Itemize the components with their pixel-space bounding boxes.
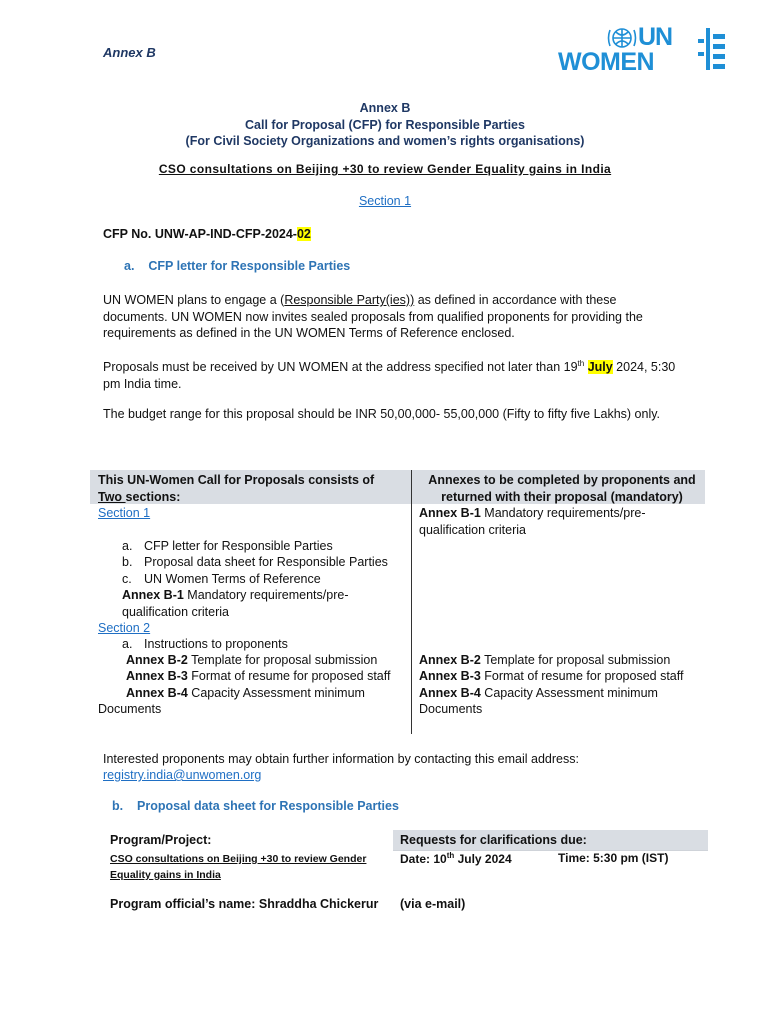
- left-header-text-a: This UN-Women Call for Proposals consists of: [98, 473, 375, 487]
- due-date-sup: th: [446, 851, 455, 860]
- via-email: (via e-mail): [400, 897, 466, 911]
- section-1-link[interactable]: Section 1: [358, 194, 412, 208]
- sections-table-divider: [411, 470, 412, 734]
- p1-text-b: as defined in accordance with these documents. UN WOMEN now invites sealed proposals from qualified proponents for providing the requirements as defined in the UN WOMEN Terms of Reference enclosed.: [103, 293, 643, 340]
- s1-item-a: [122, 538, 333, 555]
- s2-annex-b3-text: Format of resume for proposed staff: [187, 669, 391, 683]
- right-annex-b4-text: Capacity Assessment minimum: [480, 686, 658, 700]
- s1-item-b: [122, 554, 388, 571]
- letter-heading-text: CFP letter for Responsible Parties: [148, 259, 351, 273]
- table-section-2-link[interactable]: Section 2: [98, 621, 151, 635]
- s2-annex-b3: [126, 668, 390, 685]
- datasheet-heading-text: Proposal data sheet for Responsible Parties: [137, 799, 399, 813]
- s2-annex-b4-label: Annex B-4: [126, 686, 188, 700]
- s2-annex-b3-label: Annex B-3: [126, 669, 188, 683]
- right-annex-b1-label: Annex B-1: [419, 506, 481, 520]
- right-annex-b4: [419, 685, 658, 702]
- contact-text: Interested proponents may obtain further information by contacting this email address:: [103, 752, 579, 766]
- s2-item-a-marker: a.: [122, 637, 133, 651]
- logo-text-un: UN: [638, 23, 673, 51]
- s1-annex-b1-text: Mandatory requirements/pre-qualification criteria: [122, 588, 349, 619]
- right-annex-b2-text: Template for proposal submission: [480, 653, 671, 667]
- datasheet-heading: [112, 799, 399, 813]
- title-line-1: Annex B: [359, 101, 411, 115]
- title-line-2: Call for Proposal (CFP) for Responsible Parties: [245, 117, 525, 132]
- s1-item-b-marker: b.: [122, 555, 133, 569]
- p2-text-b: 2024, 5:30 pm India time.: [103, 360, 676, 391]
- datasheet-heading-marker: b.: [112, 799, 124, 813]
- right-annex-b1-text: Mandatory requirements/pre-qualification criteria: [419, 506, 646, 537]
- s2-annex-b2-text: Template for proposal submission: [187, 653, 378, 667]
- s1-item-a-marker: a.: [122, 539, 133, 553]
- contact-email-link[interactable]: registry.india@unwomen.org: [103, 768, 262, 782]
- s2-annex-b4: [126, 685, 365, 702]
- table-left-header: [98, 472, 398, 505]
- p1-text-a: UN WOMEN plans to engage a (: [103, 293, 285, 307]
- s2-annex-b4-text: Capacity Assessment minimum: [187, 686, 365, 700]
- s1-item-c: [122, 571, 321, 588]
- header-annex-label: Annex B: [103, 45, 156, 60]
- right-annex-b3-text: Format of resume for proposed staff: [480, 669, 684, 683]
- right-annex-b3-label: Annex B-3: [419, 669, 481, 683]
- deadline-month: July: [587, 360, 613, 375]
- right-annex-b2: [419, 652, 670, 669]
- letter-paragraph-2: [103, 356, 678, 392]
- due-date-rest: July 2024: [454, 852, 512, 866]
- right-annex-b2-label: Annex B-2: [419, 653, 481, 667]
- cfp-number-prefix: CFP No. UNW-AP-IND-CFP-2024-: [103, 227, 297, 241]
- title-block: [0, 100, 770, 150]
- s2-item-a: [122, 636, 288, 653]
- s1-annex-b1-label: Annex B-1: [122, 588, 184, 602]
- letter-heading: [124, 259, 350, 273]
- letter-paragraph-1: [103, 292, 678, 342]
- left-header-text-b: sections:: [125, 489, 181, 504]
- left-header-two: Two: [98, 489, 126, 504]
- s1-annex-b1: [122, 587, 372, 620]
- table-right-header: Annexes to be completed by proponents and returned with their proposal (mandatory): [428, 473, 696, 504]
- p2-text-a: Proposals must be received by UN WOMEN at the address specified not later than 19: [103, 360, 578, 375]
- s2-documents: Documents: [98, 702, 162, 716]
- right-annex-b4-label: Annex B-4: [419, 686, 481, 700]
- un-women-logo: [558, 24, 728, 76]
- program-official: Program official’s name: Shraddha Chickerur: [110, 897, 379, 911]
- s2-annex-b2: [126, 652, 377, 669]
- due-date-label: Date: 10: [400, 852, 447, 866]
- table-section-1-link[interactable]: Section 1: [98, 506, 151, 520]
- program-value: CSO consultations on Beijing +30 to review Gender Equality gains in India: [110, 853, 367, 881]
- s1-item-c-text: UN Women Terms of Reference: [144, 572, 321, 586]
- right-documents: Documents: [419, 702, 483, 716]
- s1-item-b-text: Proposal data sheet for Responsible Parties: [144, 555, 388, 569]
- letter-paragraph-3: The budget range for this proposal should be INR 50,00,000- 55,00,000 (Fifty to fifty five Lakhs) only.: [103, 407, 661, 421]
- s1-item-c-marker: c.: [122, 572, 132, 586]
- logo-text-women: WOMEN: [558, 48, 655, 76]
- cfp-number: [103, 227, 311, 241]
- program-label: Program/Project:: [110, 833, 212, 847]
- cfp-number-highlight: 02: [296, 227, 311, 241]
- right-annex-b3: [419, 668, 683, 685]
- due-time: Time: 5:30 pm (IST): [558, 851, 669, 865]
- requests-label: Requests for clarifications due:: [400, 833, 587, 847]
- letter-heading-marker: a.: [124, 259, 135, 273]
- s2-annex-b2-label: Annex B-2: [126, 653, 188, 667]
- p2-sup: th: [577, 359, 585, 368]
- due-date: [400, 851, 512, 866]
- right-annex-b1: [419, 505, 689, 538]
- s2-item-a-text: Instructions to proponents: [144, 637, 288, 651]
- subject-title: CSO consultations on Beijing +30 to review Gender Equality gains in India: [158, 162, 612, 176]
- responsible-party-link: Responsible Party(ies)): [284, 293, 415, 307]
- title-line-3: (For Civil Society Organizations and women’s rights organisations): [185, 134, 585, 148]
- s1-item-a-text: CFP letter for Responsible Parties: [144, 539, 333, 553]
